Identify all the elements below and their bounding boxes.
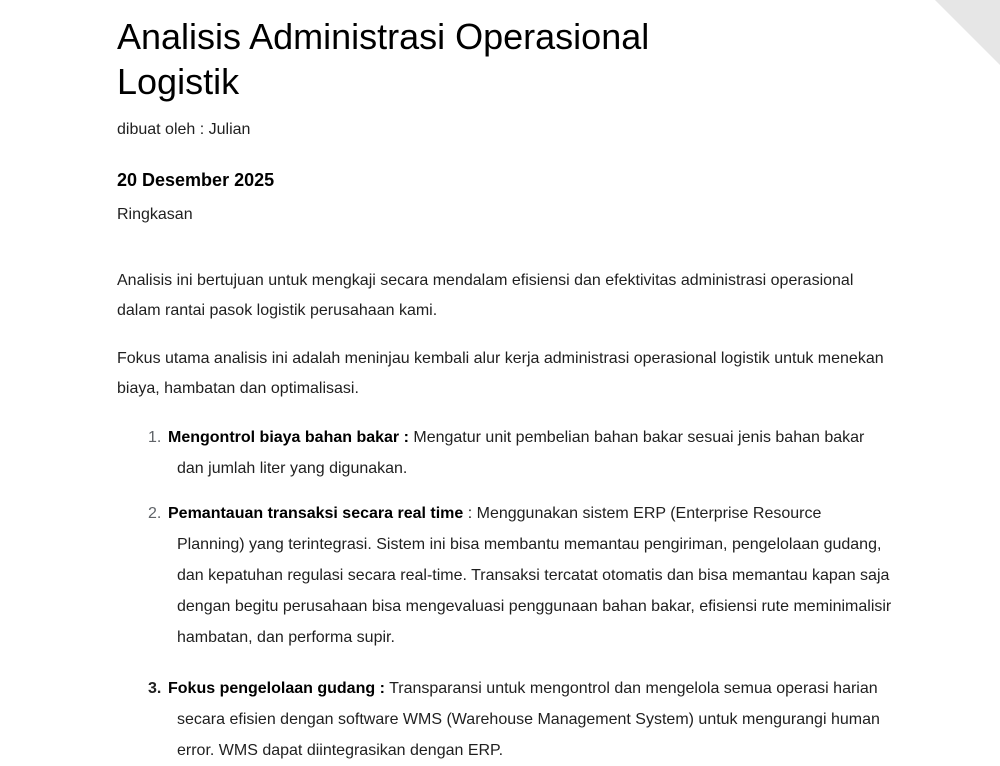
list-item-heading: Fokus pengelolaan gudang :	[168, 680, 385, 697]
paragraph-focus: Fokus utama analisis ini adalah meninjau kembali alur kerja administrasi operasional logistik untuk menekan biaya, hambatan dan optimalisasi.	[117, 350, 884, 397]
document-title: Analisis Administrasi Operasional Logistik	[117, 16, 650, 102]
key-points-list	[117, 422, 892, 766]
list-item-number: 2.	[148, 505, 162, 522]
summary-label: Ringkasan	[117, 206, 193, 223]
paragraph-intro: Analisis ini bertujuan untuk mengkaji secara mendalam efisiensi dan efektivitas administrasi operasional dalam rantai pasok logistik perusahaan kami.	[117, 272, 854, 319]
list-item-text: Transparansi untuk mengontrol dan mengelola semua operasi harian secara efisien dengan software WMS (Warehouse Management System) untuk mengurangi human error. WMS dapat diintegrasikan dengan ERP.	[177, 680, 880, 759]
list-item	[117, 498, 892, 653]
list-item	[117, 422, 892, 484]
document-author: dibuat oleh : Julian	[117, 121, 251, 138]
list-item	[117, 673, 892, 766]
document-date: 20 Desember 2025	[117, 170, 275, 190]
page-corner-fold	[935, 0, 1000, 65]
list-item-heading: Mengontrol biaya bahan bakar :	[168, 429, 409, 446]
list-item-number: 1.	[148, 429, 162, 446]
list-item-number: 3.	[148, 680, 162, 697]
list-item-heading: Pemantauan transaksi secara real time	[168, 505, 464, 522]
document-page	[117, 0, 892, 766]
list-item-text: Mengatur unit pembelian bahan bakar sesuai jenis bahan bakar dan jumlah liter yang digunakan.	[177, 429, 865, 477]
list-item-text: : Menggunakan sistem ERP (Enterprise Resource Planning) yang terintegrasi. Sistem ini bisa membantu memantau pengiriman, pengelolaan gudang, dan kepatuhan regulasi secara real-time. Transaksi tercatat otomatis dan bisa memantau kapan saja dengan begitu perusahaan bisa mengevaluasi penggunaan bahan bakar, efisiensi rute meminimalisir hambatan, dan performa supir.	[177, 505, 892, 646]
